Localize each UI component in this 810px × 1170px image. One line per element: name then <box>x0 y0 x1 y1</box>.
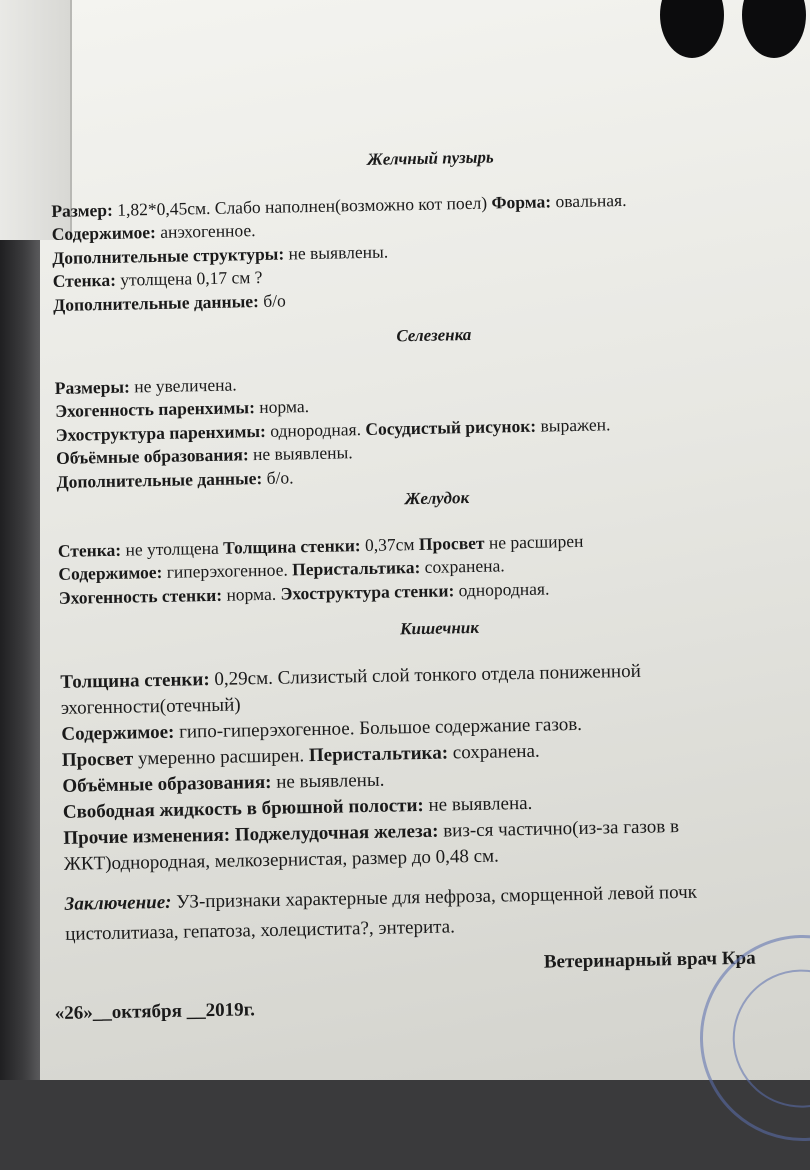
label: Дополнительные данные: <box>52 290 260 315</box>
section-title-spleen: Селезенка <box>396 324 472 346</box>
label: Сосудистый рисунок: <box>365 415 537 439</box>
value: овальная. <box>555 189 627 211</box>
label: Эхоструктура стенки: <box>280 579 455 604</box>
report-date: «26»__октября __2019г. <box>54 998 256 1024</box>
label: Толщина стенки: <box>60 668 210 693</box>
value: гиперэхогенное. <box>166 559 288 582</box>
conclusion-line-2: цистолитиаза, гепатоза, холецистита?, энтерита. <box>65 915 456 945</box>
conclusion-label: Заключение: <box>64 891 172 915</box>
stamp-inner-ring <box>713 950 810 1127</box>
value: 0,37см <box>364 533 415 555</box>
value: гипо-гиперэхогенное. Большое содержание газов. <box>178 713 583 743</box>
label: Размеры: <box>54 376 131 398</box>
value: 0,29см. Слизистый слой тонкого отдела пониженной <box>214 660 641 690</box>
label: Поджелудочная железа: <box>234 820 439 846</box>
label: Содержимое: <box>51 221 157 244</box>
label: Размер: <box>51 199 114 221</box>
label: Содержимое: <box>58 561 163 584</box>
value: утолщена 0,17 см ? <box>120 266 263 290</box>
label: Свободная жидкость в брюшной полости: <box>62 794 424 823</box>
section-title-gallbladder: Желчный пузырь <box>366 147 494 169</box>
value: 1,82*0,45см. Слабо наполнен(возможно кот поел) <box>117 192 488 220</box>
value: однородная. <box>458 577 550 600</box>
value: не выявлена. <box>428 792 533 816</box>
label: Просвет <box>418 532 485 554</box>
label: Дополнительные структуры: <box>52 243 285 268</box>
value: б/о <box>263 290 286 311</box>
value: не выявлены. <box>252 442 353 465</box>
label: Объёмные образования: <box>62 771 272 797</box>
value: норма. <box>226 583 277 605</box>
label: Дополнительные данные: <box>56 467 263 492</box>
value: анэхогенное. <box>160 220 256 242</box>
label: Перистальтика: <box>291 556 421 580</box>
value: УЗ-признаки характерные для нефроза, сморщенной левой почк <box>176 881 698 913</box>
value: не утолщена <box>125 537 219 560</box>
label: Перистальтика: <box>308 741 449 766</box>
value: не выявлены. <box>276 769 385 793</box>
value: не расширен <box>488 530 584 553</box>
value: норма. <box>259 396 310 418</box>
section-title-intestine: Кишечник <box>399 617 480 639</box>
value: выражен. <box>540 413 611 436</box>
label: Просвет <box>61 748 134 771</box>
value: сохранена. <box>452 740 540 763</box>
value: не увеличена. <box>134 373 237 396</box>
value: однородная. <box>270 418 362 441</box>
label: Содержимое: <box>61 721 175 745</box>
label: Эхогенность стенки: <box>58 584 223 608</box>
value: виз-ся частично(из-за газов в <box>443 815 680 842</box>
value: не выявлены. <box>288 241 389 263</box>
label: Прочие изменения: <box>63 824 231 849</box>
conclusion-block <box>64 875 810 950</box>
intestine-block <box>60 655 810 878</box>
label: Форма: <box>491 190 552 213</box>
intestine-pancreas-cont: ЖКТ)однородная, мелкозернистая, размер до 0,48 см. <box>63 845 500 875</box>
label: Эхоструктура паренхимы: <box>55 420 267 445</box>
value: б/о. <box>266 466 294 488</box>
value: сохранена. <box>424 555 505 577</box>
label: Стенка: <box>52 269 117 291</box>
intestine-thickness-cont: эхогенности(отечный) <box>60 693 241 719</box>
value: умеренно расширен. <box>137 744 305 769</box>
label: Объёмные образования: <box>55 444 249 468</box>
vet-signature: Ветеринарный врач Кра <box>543 947 756 973</box>
ultrasound-report <box>50 125 810 1024</box>
section-title-stomach: Желудок <box>404 488 470 509</box>
label: Стенка: <box>57 539 122 561</box>
label: Толщина стенки: <box>222 534 361 558</box>
label: Эхогенность паренхимы: <box>55 397 256 421</box>
